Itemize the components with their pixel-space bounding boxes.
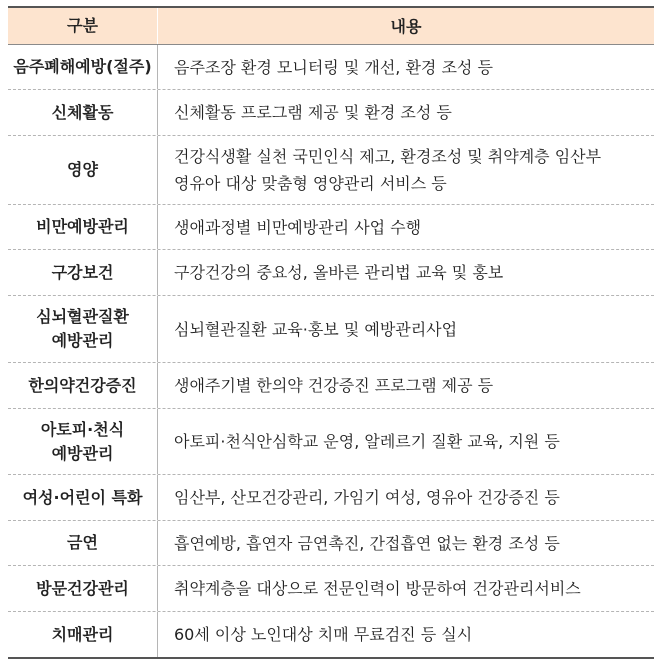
row-category: 영양	[8, 136, 158, 204]
row-category: 치매관리	[8, 612, 158, 657]
table-row	[8, 250, 654, 296]
row-content: 취약계층을 대상으로 전문인력이 방문하여 건강관리서비스	[174, 579, 581, 598]
row-category: 신체활동	[8, 90, 158, 135]
row-content: 생애과정별 비만예방관리 사업 수행	[174, 217, 422, 237]
table-row	[8, 90, 654, 136]
row-content: 임산부, 산모건강관리, 가임기 여성, 영유아 건강증진 등	[174, 488, 560, 507]
row-category: 아토피·천식 예방관리	[8, 409, 158, 474]
row-content: 음주조장 환경 모니터링 및 개선, 환경 조성 등	[174, 57, 493, 77]
table-row	[8, 363, 654, 409]
row-content: 신체활동 프로그램 제공 및 환경 조성 등	[174, 103, 452, 122]
table-row	[8, 409, 654, 475]
row-content: 흡연예방, 흡연자 금연촉진, 간접흡연 없는 환경 조성 등	[174, 533, 560, 553]
table-row	[8, 296, 654, 363]
row-content: 구강건강의 중요성, 올바른 관리법 교육 및 홍보	[174, 263, 504, 282]
row-content: 건강식생활 실천 국민인식 제고, 환경조성 및 취약계층 임산부 영유아 대상 맞춤형 영양관리 서비스 등	[174, 147, 602, 193]
table-row	[8, 566, 654, 612]
table-row	[8, 205, 654, 250]
health-program-table	[8, 6, 654, 659]
row-category: 심뇌혈관질환 예방관리	[8, 296, 158, 362]
row-content: 아토피·천식안심학교 운영, 알레르기 질환 교육, 지원 등	[174, 432, 560, 451]
header-content: 내용	[390, 16, 422, 36]
row-category: 음주폐해예방(절주)	[8, 45, 158, 89]
row-category: 비만예방관리	[8, 205, 158, 249]
table-row	[8, 521, 654, 566]
table-row	[8, 45, 654, 90]
table-row	[8, 136, 654, 205]
row-category: 구강보건	[8, 250, 158, 295]
table-header-row	[8, 8, 654, 45]
row-category: 한의약건강증진	[8, 363, 158, 408]
row-content: 생애주기별 한의약 건강증진 프로그램 제공 등	[174, 376, 494, 395]
table-row	[8, 612, 654, 657]
table-row	[8, 475, 654, 521]
row-category: 여성·어린이 특화	[8, 475, 158, 520]
row-category: 방문건강관리	[8, 566, 158, 611]
row-content: 60세 이상 노인대상 치매 무료검진 등 실시	[174, 625, 473, 644]
header-category: 구분	[8, 8, 158, 44]
row-content: 심뇌혈관질환 교육·홍보 및 예방관리사업	[174, 319, 458, 339]
row-category: 금연	[8, 521, 158, 565]
